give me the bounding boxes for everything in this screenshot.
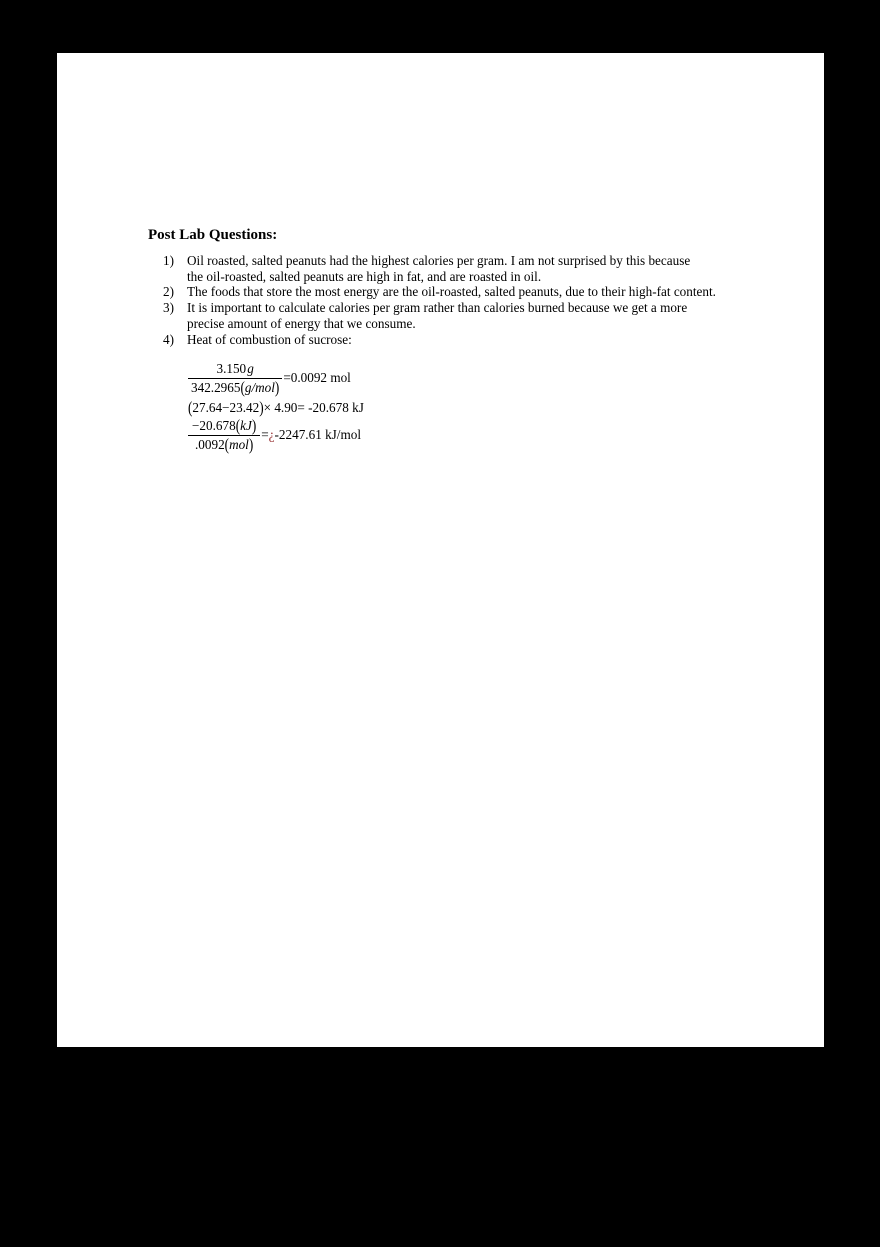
question-item-3 <box>163 300 824 331</box>
question-item-4 <box>163 332 824 348</box>
item-line: Oil roasted, salted peanuts had the highest calories per gram. I am not surprised by this because <box>187 253 691 268</box>
item-line: precise amount of energy that we consume. <box>187 315 416 331</box>
question-item-2 <box>163 284 824 300</box>
item-line: the oil-roasted, salted peanuts are high in fat, and are roasted in oil. <box>187 268 542 284</box>
fraction-1 <box>188 361 282 395</box>
question-list <box>163 253 824 347</box>
close-paren: ) <box>251 415 257 435</box>
item-number: 1) <box>163 253 174 268</box>
close-paren: ) <box>274 377 280 397</box>
fraction-2-numerator: −20.678(kJ) <box>188 418 260 436</box>
item-number: 3) <box>163 300 174 316</box>
post-lab-questions-heading: Post Lab Questions: <box>148 227 278 243</box>
item-text <box>187 253 824 284</box>
equation-moles-of-sucrose <box>188 361 351 395</box>
equation-placeholder-mark: ¿ <box>268 427 275 443</box>
equation-heat-of-combustion <box>188 415 361 454</box>
close-paren: ) <box>248 434 254 454</box>
item-line: The foods that store the most energy are the oil-roasted, salted peanuts, due to their high-fat <box>187 284 671 300</box>
question-item-1 <box>163 253 824 284</box>
document-page <box>57 53 824 1047</box>
equation-1-result: =0.0092 mol <box>283 370 351 386</box>
equation-3-result: =¿-2247.61 kJ/mol <box>261 427 361 443</box>
fraction-2-denominator: .0092(mol) <box>194 434 254 454</box>
open-paren: ( <box>188 397 193 417</box>
item-number: 4) <box>163 331 174 347</box>
close-paren: ) <box>259 397 264 417</box>
item-number: 2) <box>163 284 174 300</box>
open-paren: ( <box>240 377 245 397</box>
fraction-1-numerator: 3.150 g <box>188 361 282 379</box>
item-text <box>187 332 824 348</box>
item-text <box>187 284 824 300</box>
fraction-2 <box>188 415 260 454</box>
fraction-1-denominator: 342.2965(g/mol) <box>191 377 280 397</box>
open-paren: ( <box>235 415 241 435</box>
open-paren: ( <box>224 434 230 454</box>
item-text <box>187 300 824 331</box>
item-line: Heat of combustion of sucrose: <box>187 331 352 347</box>
item-line: It is important to calculate calories per gram rather than calories burned because we get a more <box>187 300 688 316</box>
item-line: content. <box>673 284 716 300</box>
equation-heat-released: (27.64−23.42)× 4.90= -20.678 kJ <box>188 397 364 417</box>
